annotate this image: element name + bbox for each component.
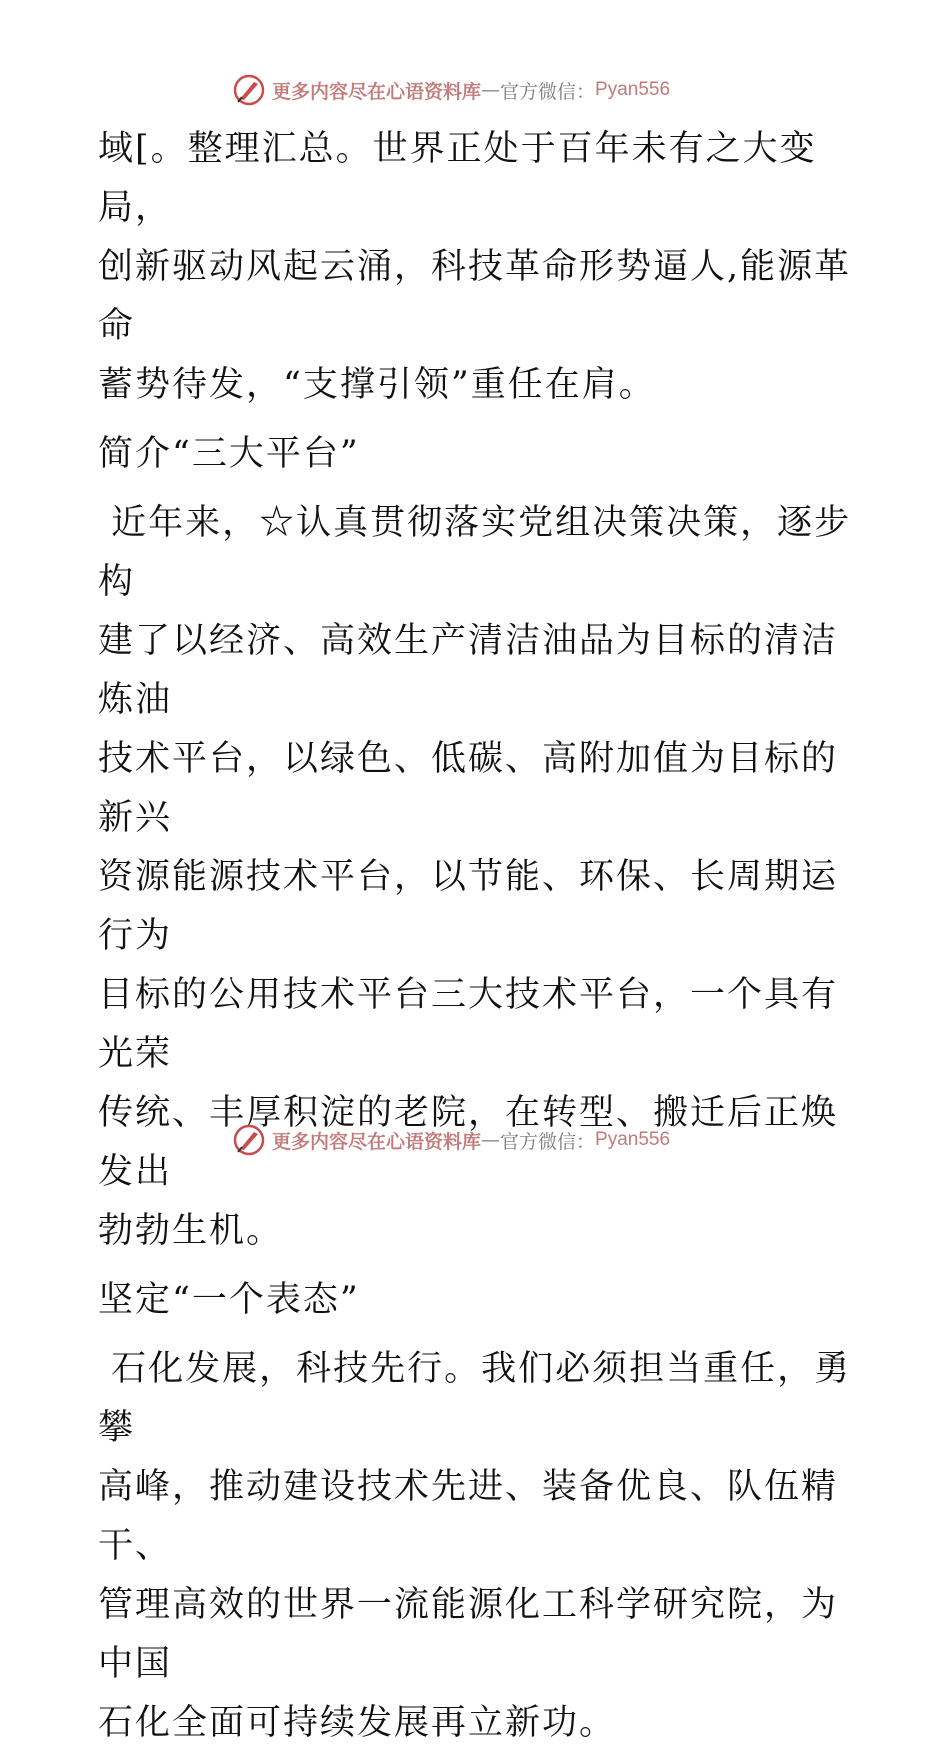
quill-pen-logo-icon [232,1123,266,1157]
header-watermark [232,70,670,110]
text-line: 技术平台，以绿色、低碳、高附加值为目标的新兴 [98,739,839,838]
paragraph-intro [98,120,858,415]
text-line: 高峰，推动建设技术先进、装备优良、队伍精干、 [98,1467,839,1566]
footer-watermark [232,1120,670,1160]
watermark-wechat-label: 官方微信： [500,1130,596,1153]
text-line: 近年来，☆认真贯彻落实党组决策决策，逐步构 [98,503,852,602]
document-body [98,120,858,1753]
text-line: 资源能源技术平台，以节能、环保、长周期运行为 [98,857,839,956]
text-line: 创新驱动风起云涌，科技革命形势逼人,能源革命 [98,247,852,346]
text-line: 石化发展，科技先行。我们必须担当重任，勇攀 [98,1349,852,1448]
text-line: 目标的公用技术平台三大技术平台，一个具有光荣 [98,975,839,1074]
watermark-dash: — [481,79,501,101]
text-line: 管理高效的世界一流能源化工科学研究院，为中国 [98,1585,839,1684]
quill-pen-logo-icon [232,73,266,107]
paragraph-statement [98,1340,858,1753]
watermark-wechat-id: Pyan556 [595,1129,671,1150]
text-line: 域[。整理汇总。世界正处于百年未有之大变局， [98,129,817,228]
text-line: 石化全面可持续发展再立新功。 [98,1703,617,1743]
text-line: 建了以经济、高效生产清洁油品为目标的清洁炼油 [98,621,839,720]
text-line: 传统、丰厚积淀的老院，在转型、搬迁后正焕发出 [98,1093,839,1192]
section-heading-one-statement: 坚定“一个表态” [98,1280,360,1320]
text-line: 蓄势待发，“支撑引领”重任在肩。 [98,365,656,405]
text-line: 勃勃生机。 [98,1211,284,1251]
watermark-site-text: 更多内容尽在心语资料库 [272,1130,482,1153]
watermark-dash: — [481,1129,501,1151]
watermark-wechat-label: 官方微信： [500,80,596,103]
section-heading-three-platforms: 简介“三大平台” [98,434,360,474]
watermark-wechat-id: Pyan556 [595,79,671,100]
watermark-site-text: 更多内容尽在心语资料库 [272,80,482,103]
